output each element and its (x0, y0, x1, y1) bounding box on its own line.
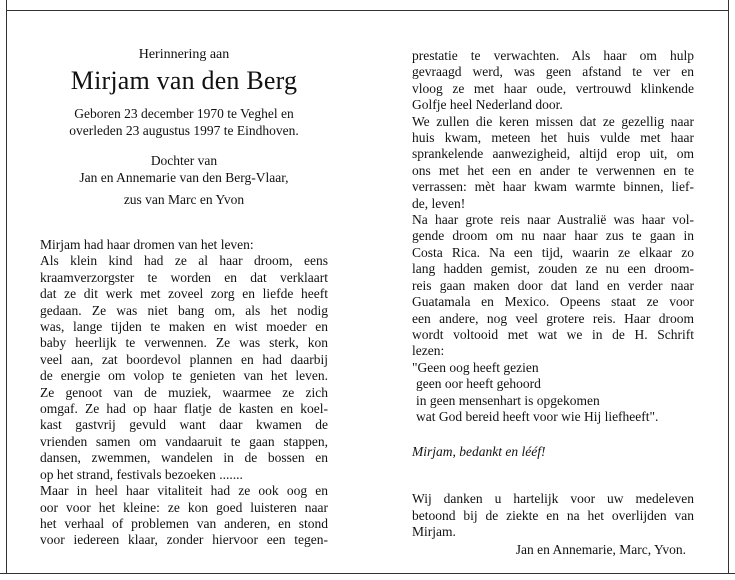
text-line: sprankelende aanwezigheid, altijd erop uit, om (412, 146, 694, 162)
quote-line: wat God bereid heeft voor wie Hij liefheeft". (416, 408, 659, 424)
text-line: reis gaan maken door dat land en verder naar (412, 277, 694, 293)
thanks-line: Mirjam, bedankt en lééf! (412, 444, 546, 460)
text-line: baby heerlijk te verwennen. Ze was sterk, kon (40, 335, 328, 351)
text-line: Als klein kind had ze al haar droom, eens (40, 253, 328, 269)
card-border-bottom (0, 573, 735, 580)
text-line: een andere, nog veel grotere reis. Haar droom (412, 310, 694, 326)
scripture-quote (412, 360, 694, 426)
text-line: Ze genoot van de muziek, waarmee ze zich (40, 384, 328, 400)
text-line: oor voor het kleine: ze kon goed luisteren naar (40, 499, 328, 515)
death-line: overleden 23 augustus 1997 te Eindhoven. (69, 122, 299, 138)
text-line: kast gastvrij gevuld want daar kwamen de (40, 417, 328, 433)
daughter-of-label: Dochter van (150, 153, 218, 168)
text-line: gevraagd werd, was geen afstand te ver en (412, 64, 694, 80)
birth-death-info (40, 106, 328, 139)
text-line: verrassen: mèt haar kwam warmte binnen, lief- (412, 179, 694, 195)
text-line: Mirjam. (412, 524, 456, 540)
deceased-name: Mirjam van den Berg (70, 66, 298, 95)
text-line: dat ze dit werk met zoveel zorg en liefde heeft (40, 286, 328, 302)
text-line: gedaan. Ze was niet bang om, als het nodig (40, 302, 328, 318)
intro-text: Herinnering aan (138, 47, 230, 62)
text-line: vloog ze met haar oude, vertrouwd klinkende (412, 80, 694, 96)
text-line: Na haar grote reis naar Australië was haar vol- (412, 212, 694, 228)
birth-line: Geboren 23 december 1970 te Veghel en (74, 106, 294, 121)
text-line: het verhaal of problemen van anderen, en stond (40, 515, 328, 531)
card-border-right (728, 0, 735, 580)
card-border-left (0, 0, 7, 580)
text-line: Guatamala en Mexico. Opeens staat ze voor (412, 294, 694, 310)
text-line: gende droom om nu naar haar zus te gaan in (412, 228, 694, 244)
text-line: de energie om volop te genieten van het leven. (40, 368, 328, 384)
card-border-top (0, 0, 735, 11)
text-line: lezen: (412, 343, 445, 359)
text-line: wordt voltooid met wat we in de H. Schrift (412, 326, 694, 342)
text-line: dansen, zwemmen, wandelen in de bossen en (40, 450, 328, 466)
closing-text (412, 491, 694, 540)
text-line: Maar in heel haar vitaliteit had ze ook oog en (40, 483, 328, 499)
text-line: de, leven! (412, 195, 466, 211)
text-line: ons met het een en ander te verwennen en te (412, 162, 694, 178)
siblings-line: zus van Marc en Yvon (123, 192, 245, 207)
text-line: op het strand, festivals bezoeken ....... (40, 466, 243, 482)
text-line: Costa Rica. Na een tijd, waarin ze elkaar zo (412, 244, 694, 260)
text-line: omgaf. Ze had op haar flatje de kasten en koel- (40, 401, 328, 417)
text-line: lang hadden gemist, zouden ze nu een droom- (412, 261, 694, 277)
text-line: huis kwam, meteen het huis vulde met haar (412, 130, 694, 146)
parents-names: Jan en Annemarie van den Berg-Vlaar, (79, 169, 289, 185)
text-line: Mirjam had haar dromen van het leven: (40, 237, 254, 252)
signature: Jan en Annemarie, Marc, Yvon. (515, 541, 686, 557)
text-line: Golfje heel Nederland door. (412, 97, 563, 113)
quote-line: geen oor heeft gehoord (416, 376, 541, 392)
quote-line: "Geen oog heeft gezien (412, 359, 539, 375)
text-line: veel aan, zat boordevol plannen en had daarbij (40, 351, 328, 367)
text-line: vrienden samen om vandaaruit te gaan stappen, (40, 433, 328, 449)
text-line: betoond bij de ziekte en na het overlijden van (412, 507, 694, 523)
text-line: Wij danken u hartelijk voor uw medeleven (412, 491, 694, 507)
parents-info (40, 153, 328, 186)
text-line: was, lange tijden te maken en wist moeder en (40, 319, 328, 335)
text-line: voor iedereen klaar, zonder hiervoor een tegen- (40, 532, 328, 548)
left-body-text (40, 237, 328, 549)
text-line: prestatie te verwachten. Als haar om hulp (412, 48, 694, 63)
text-line: kraamverzorgster te worden en dat verklaart (40, 269, 328, 285)
text-line: We zullen die keren missen dat ze gezellig naar (412, 113, 694, 129)
quote-line: in geen mensenhart is opgekomen (416, 392, 600, 408)
right-body-text (412, 48, 694, 558)
